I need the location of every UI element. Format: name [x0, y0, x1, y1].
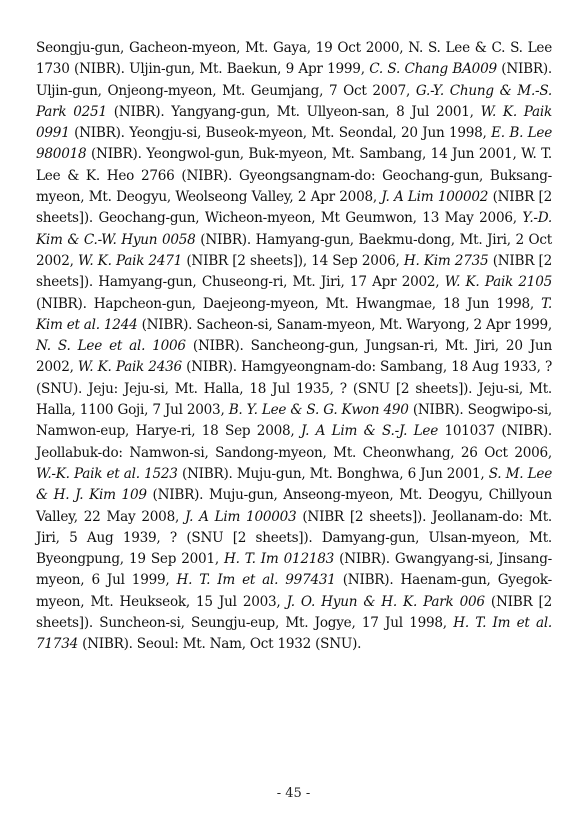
locality-text: (NIBR [2 sheets]). Geochang-gun, Wicheon-myeon, Mt Geumwon, 13 May 2006,	[36, 189, 552, 227]
locality-text: 101037 (NIBR). Jeollabuk-do: Namwon-si, Sandong-myeon, Mt. Cheonwhang, 26 Oct 2006,	[36, 423, 552, 461]
locality-text: (NIBR). Seogwipo-si, Namwon-eup, Harye-ri, 18 Sep 2008,	[36, 402, 552, 440]
locality-text: (NIBR). Sacheon-si, Sanam-myeon, Mt. Waryong, 2 Apr 1999,	[137, 316, 552, 333]
locality-text: (NIBR [2 sheets]), 14 Sep 2006,	[182, 252, 404, 269]
locality-text: (NIBR). Sancheong-gun, Jungsan-ri, Mt. Jiri, 20 Jun 2002,	[36, 338, 552, 376]
collector-citation: W. K. Paik 2105	[444, 274, 552, 291]
locality-text: (NIBR). Yangyang-gun, Mt. Ullyeon-san, 8 Jul 2001,	[106, 103, 481, 120]
locality-text: (NIBR [2 sheets]). Hamyang-gun, Chuseong-ri, Mt. Jiri, 17 Apr 2002,	[36, 252, 552, 291]
collector-citation: W.-K. Paik et al. 1523	[36, 465, 178, 482]
locality-text: (NIBR [2 sheets]). Jeollanam-do: Mt. Jiri, 5 Aug 1939, ? (SNU [2 sheets]). Damyang-gun, Ulsan-myeon, Mt. Byeongpung, 19 Sep 2001,	[36, 508, 553, 568]
collector-citation: W. K. Paik 0991	[36, 103, 552, 142]
collector-citation: H. T. Im 012183	[224, 551, 335, 568]
collector-citation: T. Kim et al. 1244	[36, 295, 552, 333]
locality-text: (NIBR). Muju-gun, Mt. Bonghwa, 6 Jun 2001,	[177, 465, 489, 482]
locality-text: (NIBR). Muju-gun, Anseong-myeon, Mt. Deogyu, Chillyoun Valley, 22 May 2008,	[36, 487, 552, 525]
locality-text: (NIBR). Seoul: Mt. Nam, Oct 1932 (SNU).	[78, 636, 362, 653]
locality-text: (NIBR). Yeongwol-gun, Buk-myeon, Mt. Sambang, 14 Jun 2001, W. T. Lee & K. Heo 2766 (NIBR). Gyeongsangnam-do: Geochang-gun, Buksang-myeon, Mt. Deogyu, Weolseong Valley, 2 Apr 2008,	[36, 146, 552, 206]
locality-text: (NIBR). Uljin-gun, Onjeong-myeon, Mt. Geumjang, 7 Oct 2007,	[36, 61, 552, 99]
locality-text: (NIBR). Yeongju-si, Buseok-myeon, Mt. Seondal, 20 Jun 1998,	[69, 125, 492, 142]
collector-citation: H. Kim 2735	[403, 252, 489, 269]
collector-citation: J. A Lim 100003	[184, 508, 297, 525]
collector-citation: B. Y. Lee & S. G. Kwon 490	[228, 402, 409, 419]
collector-citation: H. T. Im et al. 997431	[176, 572, 336, 589]
collector-citation: G.-Y. Chung & M.-S. Park 0251	[36, 82, 553, 120]
collector-citation: Y.-D. Kim & C.-W. Hyun 0058	[36, 210, 552, 248]
locality-text: (NIBR). Hamyang-gun, Baekmu-dong, Mt. Jiri, 2 Oct 2002,	[36, 231, 553, 269]
locality-text: (NIBR). Gwangyang-si, Jinsang-myeon, 6 Jul 1999,	[36, 551, 552, 589]
collector-citation: C. S. Chang BA009	[369, 61, 497, 78]
page-number: - 45 -	[276, 786, 311, 801]
collector-citation: S. M. Lee & H. J. Kim 109	[36, 465, 552, 504]
locality-text: Seongju-gun, Gacheon-myeon, Mt. Gaya, 19 Oct 2000, N. S. Lee & C. S. Lee 1730 (NIBR). Uljin-gun, Mt. Baekun, 9 Apr 1999,	[36, 40, 552, 78]
locality-text: (NIBR [2 sheets]). Suncheon-si, Seungju-eup, Mt. Jogye, 17 Jul 1998,	[36, 593, 552, 632]
collector-citation: H. T. Im et al. 71734	[36, 615, 552, 653]
collector-citation: J. A Lim 100002	[381, 189, 489, 206]
specimen-list-paragraph	[36, 38, 552, 656]
locality-text: (NIBR). Hamgyeongnam-do: Sambang, 18 Aug 1933, ? (SNU). Jeju: Jeju-si, Mt. Halla, 18 Jul 1935, ? (SNU [2 sheets]). Jeju-si, Mt. Halla, 1100 Goji, 7 Jul 2003,	[36, 359, 552, 419]
locality-text: (NIBR). Haenam-gun, Gyegok-myeon, Mt. Heukseok, 15 Jul 2003,	[36, 572, 553, 610]
collector-citation: W. K. Paik 2436	[77, 359, 182, 376]
collector-citation: J. A Lim & S.-J. Lee	[300, 423, 438, 440]
collector-citation: J. O. Hyun & H. K. Park 006	[286, 593, 485, 610]
collector-citation: N. S. Lee et al. 1006	[36, 338, 186, 355]
collector-citation: W. K. Paik 2471	[77, 252, 183, 269]
collector-citation: E. B. Lee 980018	[36, 125, 552, 163]
locality-text: (NIBR). Hapcheon-gun, Daejeong-myeon, Mt. Hwangmae, 18 Jun 1998,	[36, 295, 542, 312]
